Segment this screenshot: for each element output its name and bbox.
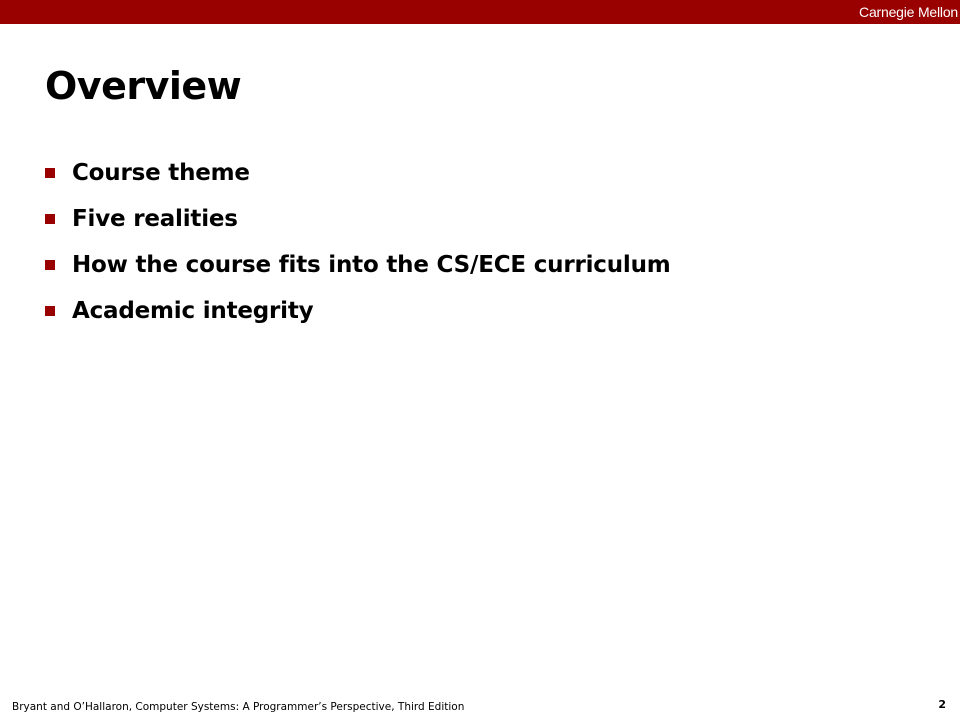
square-bullet-icon	[45, 260, 55, 270]
bullet-list	[45, 150, 671, 334]
bullet-item	[45, 288, 671, 334]
square-bullet-icon	[45, 306, 55, 316]
slide-title: Overview	[45, 64, 242, 108]
bullet-item	[45, 242, 671, 288]
square-bullet-icon	[45, 214, 55, 224]
bullet-text: How the course fits into the CS/ECE curriculum	[72, 252, 671, 278]
bullet-item	[45, 196, 671, 242]
bullet-text: Five realities	[72, 206, 238, 232]
page-number: 2	[938, 698, 946, 711]
footer-citation: Bryant and O’Hallaron, Computer Systems: A Programmer’s Perspective, Third Edition	[12, 701, 465, 713]
brand-label: Carnegie Mellon	[859, 4, 958, 20]
bullet-item	[45, 150, 671, 196]
bullet-text: Academic integrity	[72, 298, 314, 324]
bullet-text: Course theme	[72, 160, 250, 186]
header-bar	[0, 0, 960, 24]
square-bullet-icon	[45, 168, 55, 178]
